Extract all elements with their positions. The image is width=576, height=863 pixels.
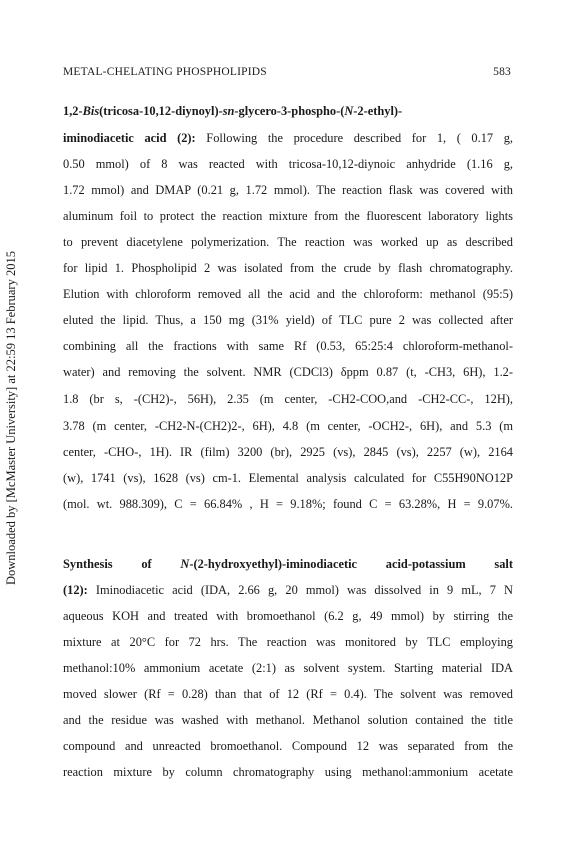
section2-line-7: and the residue was washed with methanol. Methanol solution contained the title (63, 713, 513, 727)
section1-line-13: 3.78 (m center, -CH2-N-(CH2)2-, 6H), 4.8 (m center, -OCH2-, 6H), and 5.3 (m (63, 419, 513, 433)
section1-line-12: 1.8 (br s, -(CH2)-, 56H), 2.35 (m center, -CH2-COO,and -CH2-CC-, 12H), (63, 392, 513, 406)
section2-line-6: moved slower (Rf = 0.28) than that of 12 (Rf = 0.4). The solvent was removed (63, 687, 513, 701)
section2-line-4: mixture at 20°C for 72 hrs. The reaction was monitored by TLC employing (63, 635, 513, 649)
section2-line-2: (12): Iminodiacetic acid (IDA, 2.66 g, 20 mmol) was dissolved in 9 mL, 7 N (63, 583, 513, 597)
section1-line-15: (w), 1741 (vs), 1628 (vs) cm-1. Elemental analysis calculated for C55H90NO12P (63, 471, 513, 485)
running-header (63, 66, 511, 78)
section2-heading-cont: (12): (63, 583, 88, 597)
section1-line-16: (mol. wt. 988.309), C = 66.84% , H = 9.18%; found C = 63.28%, H = 9.07%. (63, 497, 513, 511)
section1-heading-cont: iminodiacetic acid (2): (63, 131, 196, 145)
section2-line-9: reaction mixture by column chromatography using methanol:ammonium acetate (63, 765, 513, 779)
section1-line-9: eluted the lipid. Thus, a 150 mg (31% yield) of TLC pure 2 was collected after (63, 313, 513, 327)
section2-line-5: methanol:10% ammonium acetate (2:1) as solvent system. Starting material IDA (63, 661, 513, 675)
section1-line-7: for lipid 1. Phospholipid 2 was isolated from the crude by flash chromatography. (63, 261, 513, 275)
section1-line-4: 1.72 mmol) and DMAP (0.21 g, 1.72 mmol). The reaction flask was covered with (63, 183, 513, 197)
running-title: METAL-CHELATING PHOSPHOLIPIDS (63, 66, 267, 78)
section1-line-5: aluminum foil to protect the reaction mixture from the fluorescent laboratory lights (63, 209, 513, 223)
section1-line-2: iminodiacetic acid (2): Following the procedure described for 1, ( 0.17 g, (63, 131, 514, 145)
section1-heading: 1,2-Bis(tricosa-10,12-diynoyl)-sn-glycero-3-phospho-(N-2-ethyl)- (63, 104, 403, 118)
section1-line-3: 0.50 mmol) of 8 was reacted with tricosa-10,12-diynoic anhydride (1.16 g, (63, 157, 513, 171)
section1-line-10: combining all the fractions with same Rf (0.53, 65:25:4 chloroform-methanol- (63, 339, 513, 353)
section2-line-3: aqueous KOH and treated with bromoethanol (6.2 g, 49 mmol) by stirring the (63, 609, 513, 623)
section2-line-8: compound and unreacted bromoethanol. Compound 12 was separated from the (63, 739, 513, 753)
section1-line-14: center, -CHO-, 1H). IR (film) 3200 (br), 2925 (vs), 2845 (vs), 2257 (w), 2164 (63, 445, 513, 459)
section2-heading: Synthesis of N-(2-hydroxyethyl)-iminodiacetic acid-potassium salt (63, 557, 513, 571)
section1-line-6: to prevent diacetylene polymerization. The reaction was worked up as described (63, 235, 513, 249)
section1-line-8: Elution with chloroform removed all the acid and the chloroform: methanol (95:5) (63, 287, 513, 301)
section1-line-11: water) and removing the solvent. NMR (CDCl3) δppm 0.87 (t, -CH3, 6H), 1.2- (63, 365, 513, 379)
download-watermark: Downloaded by [McMaster University] at 22:59 13 February 2015 (4, 251, 18, 585)
page-number: 583 (493, 66, 511, 78)
